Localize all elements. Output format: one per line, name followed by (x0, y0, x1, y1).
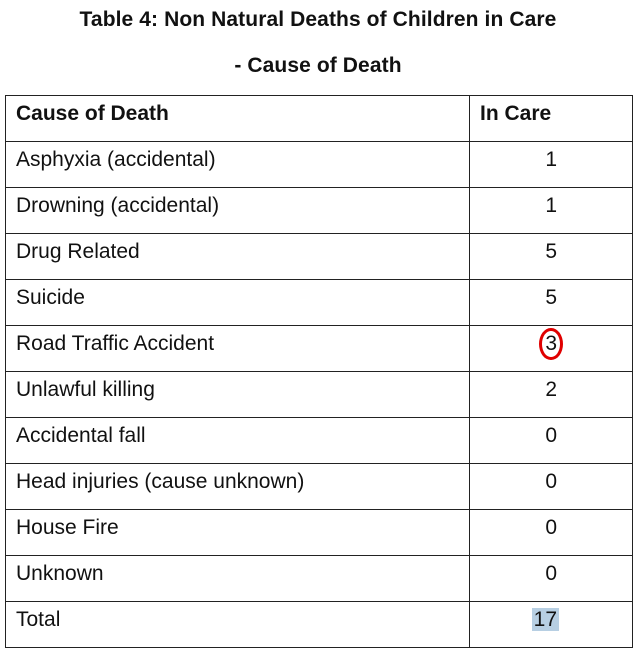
count-cell: 0 (470, 464, 633, 510)
cause-cell: Accidental fall (6, 418, 470, 464)
count-cell: 5 (470, 280, 633, 326)
cause-of-death-table (5, 95, 633, 648)
cause-cell: Unlawful killing (6, 372, 470, 418)
cause-cell: Head injuries (cause unknown) (6, 464, 470, 510)
header-cause-of-death: Cause of Death (6, 96, 470, 142)
cause-cell: Suicide (6, 280, 470, 326)
header-row (6, 96, 633, 142)
count-cell: 2 (470, 372, 633, 418)
count-cell: 5 (470, 234, 633, 280)
count-cell: 1 (470, 142, 633, 188)
table-row (6, 234, 633, 280)
cause-cell: Road Traffic Accident (6, 326, 470, 372)
table-row (6, 188, 633, 234)
table-row (6, 142, 633, 188)
table-row (6, 372, 633, 418)
header-in-care: In Care (470, 96, 633, 142)
count-cell: 0 (470, 510, 633, 556)
count-cell: 0 (470, 418, 633, 464)
red-circle-annotation: 3 (539, 328, 563, 360)
cause-cell: Drowning (accidental) (6, 188, 470, 234)
table-row (6, 418, 633, 464)
count-cell: 1 (470, 188, 633, 234)
table-row (6, 464, 633, 510)
count-cell (470, 326, 633, 372)
table-row (6, 510, 633, 556)
table-title: Table 4: Non Natural Deaths of Children in Care (79, 8, 557, 31)
cause-cell: Drug Related (6, 234, 470, 280)
total-label: Total (6, 602, 470, 648)
total-value-cell (470, 602, 633, 648)
cause-cell: Unknown (6, 556, 470, 602)
total-row (6, 602, 633, 648)
table-subtitle: - Cause of Death (234, 54, 402, 77)
table-row (6, 556, 633, 602)
table-row (6, 326, 633, 372)
cause-cell: House Fire (6, 510, 470, 556)
count-cell: 0 (470, 556, 633, 602)
selected-total-value[interactable]: 17 (533, 608, 557, 631)
table-row (6, 280, 633, 326)
cause-cell: Asphyxia (accidental) (6, 142, 470, 188)
